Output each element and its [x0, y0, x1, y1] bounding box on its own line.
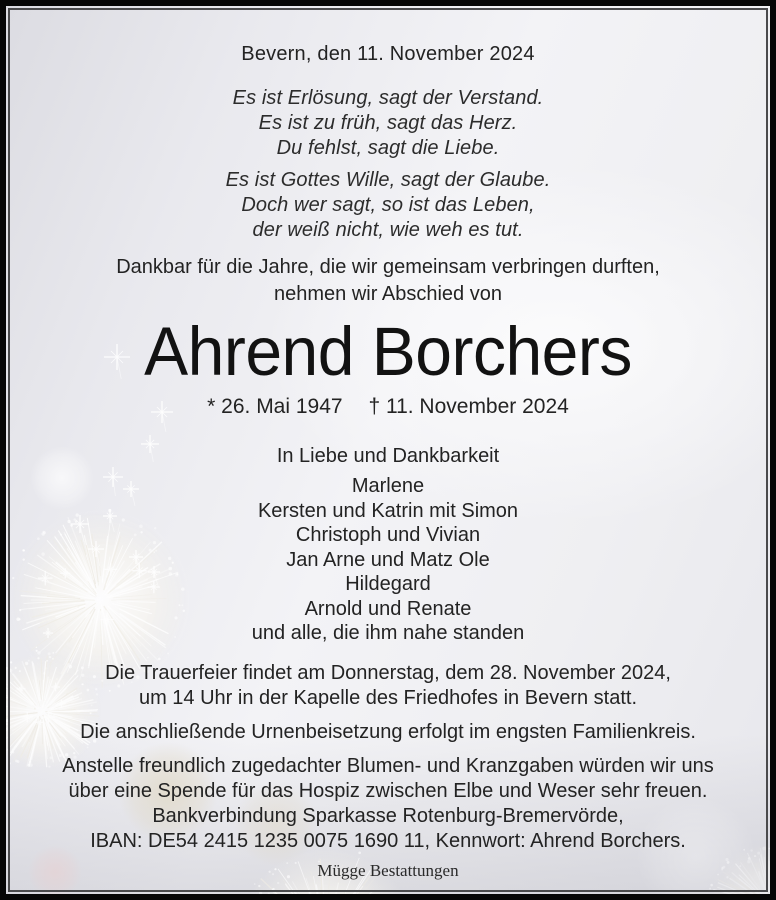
death-date: † 11. November 2024 [368, 395, 569, 418]
birth-date: * 26. Mai 1947 [207, 395, 343, 418]
poem-line: Doch wer sagt, so ist das Leben, [241, 194, 535, 216]
farewell-intro [6, 254, 770, 308]
poem-line: Es ist Gottes Wille, sagt der Glaube. [225, 169, 551, 191]
donation-line: Anstelle freundlich zugedachter Blumen- und Kranzgaben würden wir uns [62, 754, 714, 777]
mourner: Arnold und Renate [304, 597, 472, 620]
mourning-heading: In Liebe und Dankbarkeit [276, 445, 500, 467]
mourner: und alle, die ihm nahe standen [251, 622, 525, 644]
poem-stanza-1 [6, 86, 770, 161]
poem-line: Es ist zu früh, sagt das Herz. [258, 112, 518, 134]
deceased-name: Ahrend Borchers [144, 312, 632, 390]
poem-line: Es ist Erlösung, sagt der Verstand. [232, 87, 544, 109]
mourner: Christoph und Vivian [295, 524, 481, 546]
mourner: Hildegard [345, 573, 431, 595]
donation-info [6, 754, 770, 854]
poem-line: Du fehlst, sagt die Liebe. [276, 137, 500, 159]
mourner: Marlene [351, 475, 425, 497]
urn-burial-info: Die anschließende Urnenbeisetzung erfolgt im engsten Familienkreis. [80, 720, 696, 743]
poem-line: der weiß nicht, wie weh es tut. [252, 219, 524, 241]
poem-stanza-2 [6, 168, 770, 243]
funeral-line: Die Trauerfeier findet am Donnerstag, dem 28. November 2024, [105, 661, 671, 684]
mourner: Jan Arne und Matz Ole [286, 548, 490, 571]
bank-line: Bankverbindung Sparkasse Rotenburg-Bremervörde, [152, 804, 624, 827]
notice-text [6, 6, 770, 894]
mourners-list [6, 474, 770, 646]
funeral-line: um 14 Uhr in der Kapelle des Friedhofes in Bevern statt. [138, 686, 638, 709]
life-dates [6, 394, 770, 420]
intro-line: Dankbar für die Jahre, die wir gemeinsam verbringen durften, [116, 256, 660, 278]
donation-line: über eine Spende für das Hospiz zwischen Elbe und Weser sehr freuen. [68, 779, 708, 802]
iban-line: IBAN: DE54 2415 1235 0075 1690 11, Kennwort: Ahrend Borchers. [90, 829, 686, 852]
dateline: Bevern, den 11. November 2024 [241, 43, 535, 65]
funeral-info [6, 661, 770, 711]
funeral-home-name: Mügge Bestattungen [317, 860, 459, 880]
mourner: Kersten und Katrin mit Simon [257, 499, 519, 522]
intro-line: nehmen wir Abschied von [274, 283, 502, 305]
